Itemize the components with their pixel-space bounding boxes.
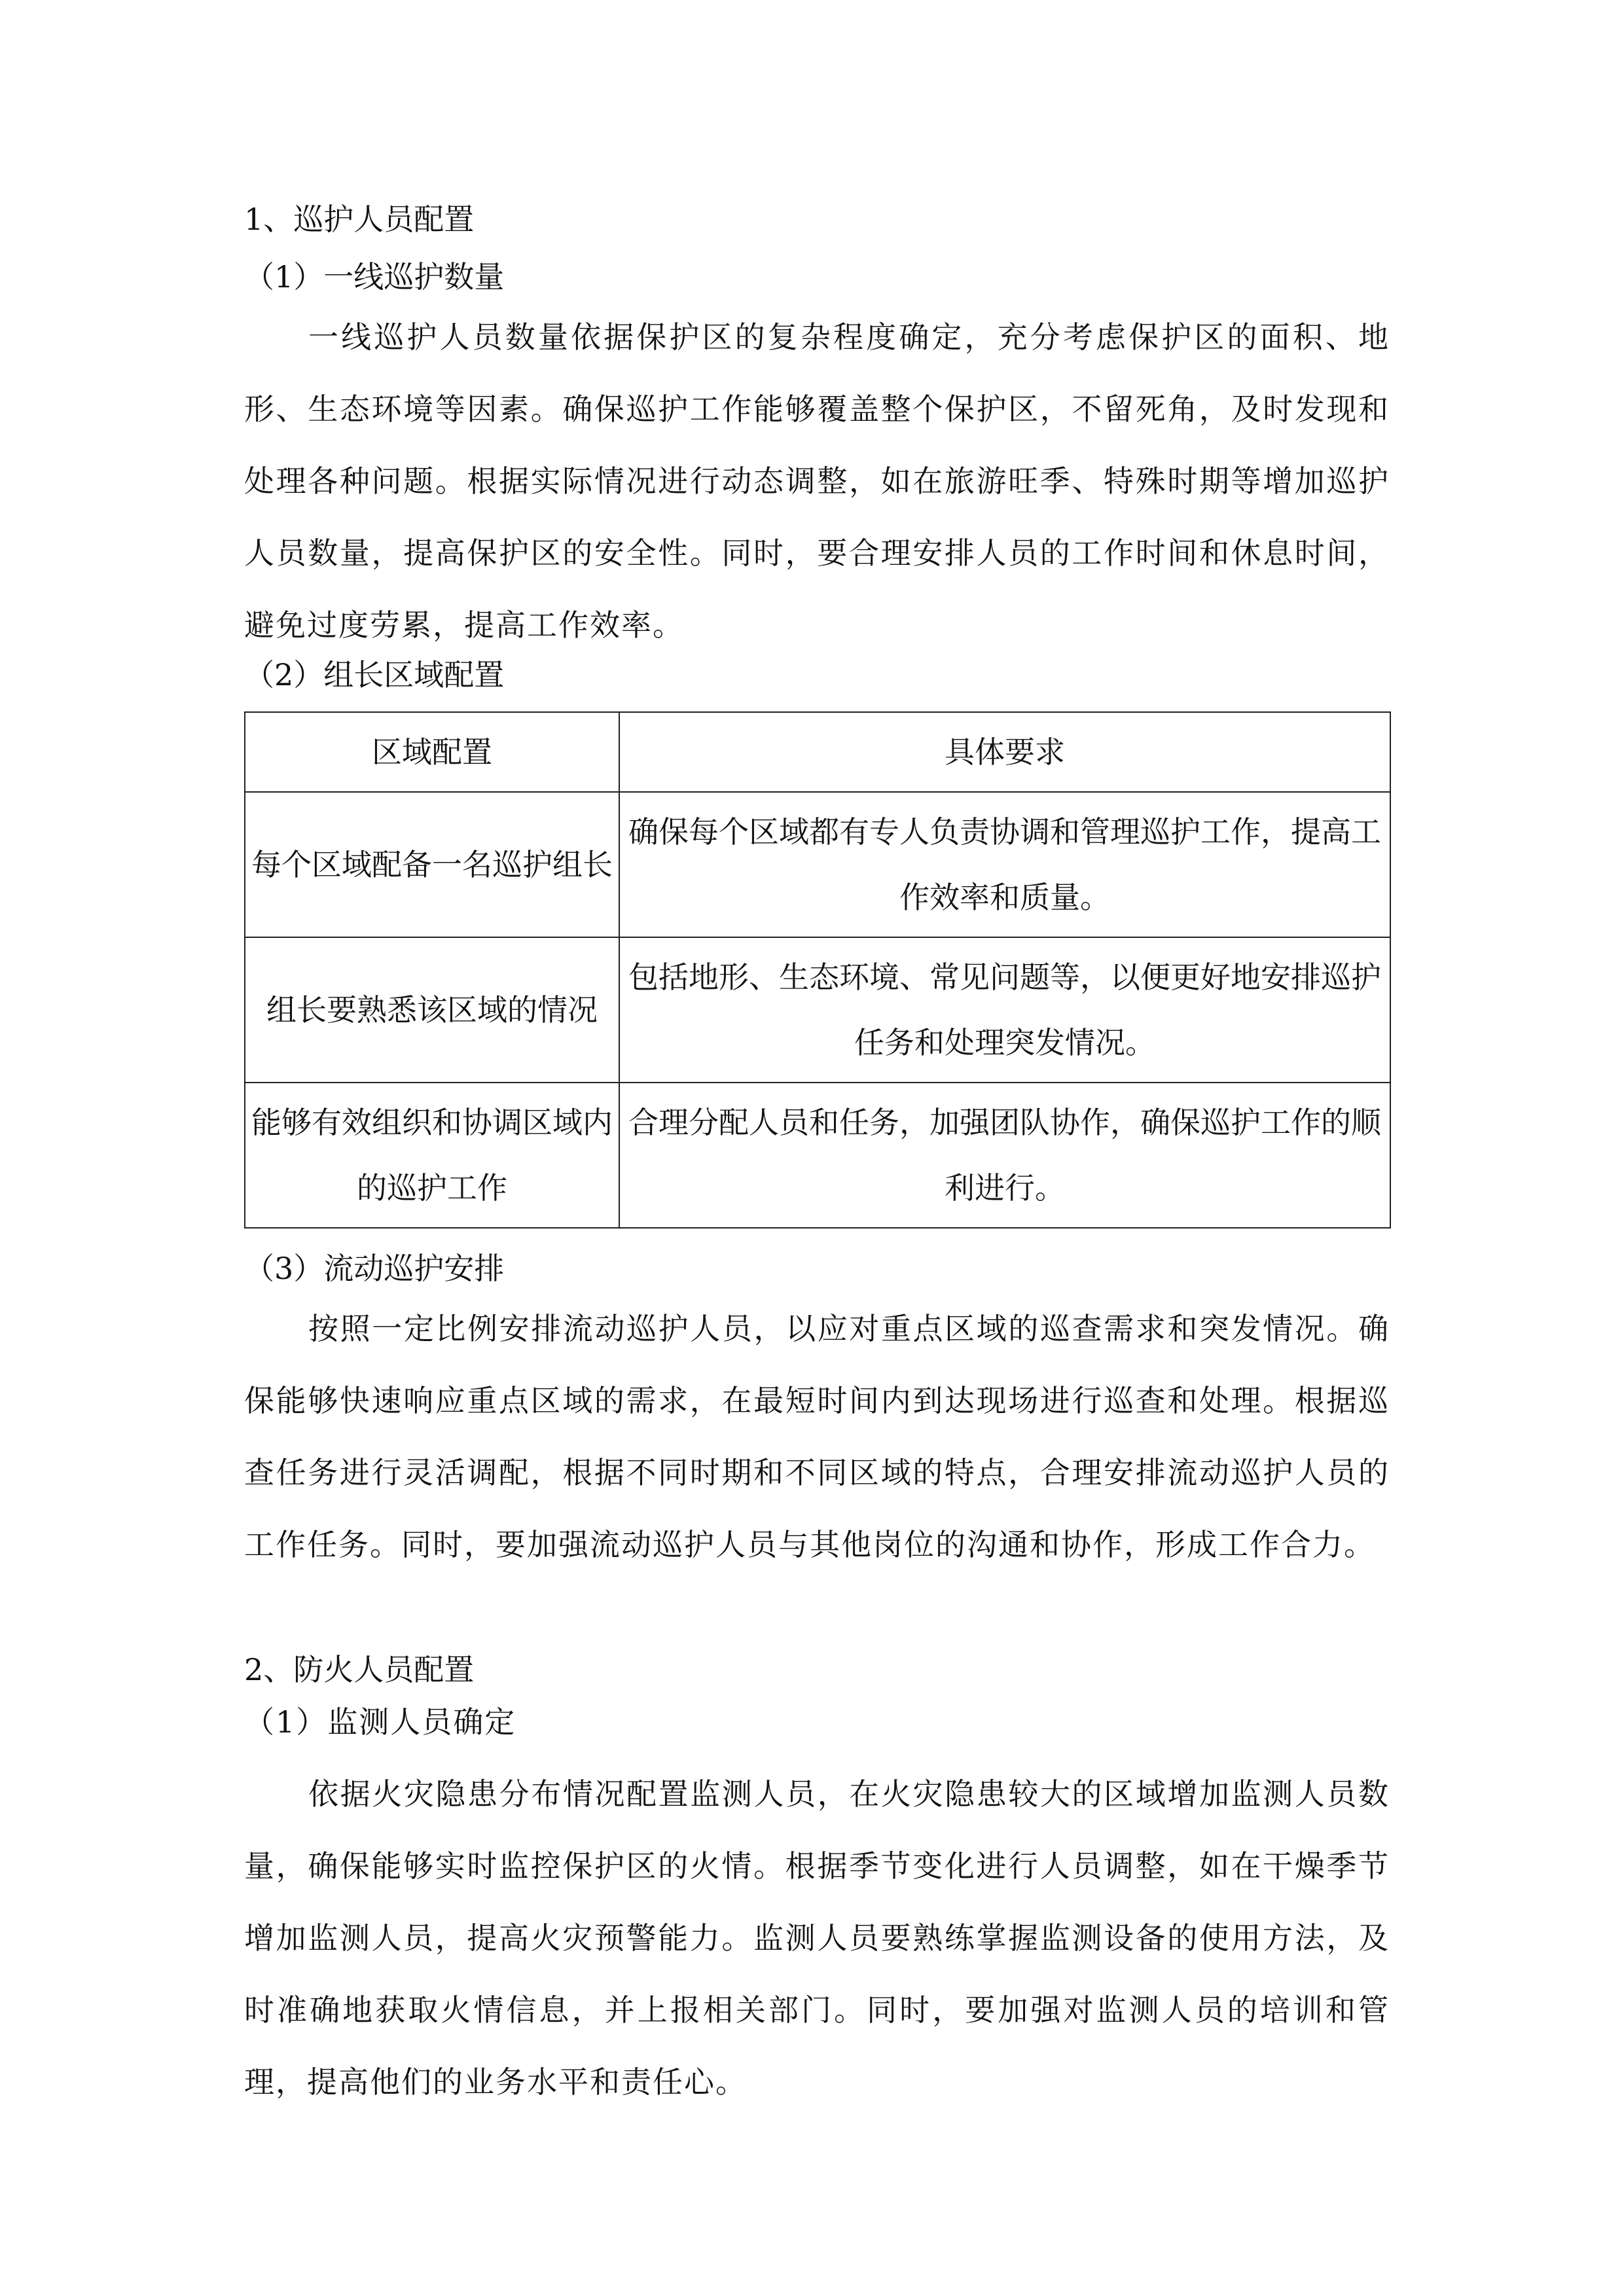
- table-header-cell: 具体要求: [619, 712, 1390, 792]
- section-1-sub-3-paragraph: 按照一定比例安排流动巡护人员，以应对重点区域的巡查需求和突发情况。确保能够快速响应重点区域的需求，在最短时间内到达现场进行巡查和处理。根据巡查任务进行灵活调配，根据不同时期和不同区域的特点，合理安排流动巡护人员的工作任务。同时，要加强流动巡护人员与其他岗位的沟通和协作，形成工作合力。: [244, 1311, 1390, 1562]
- section-2-sub-1-title-text: （1）监测人员确定: [244, 1704, 516, 1740]
- section-1-sub-1-paragraph: 一线巡护人员数量依据保护区的复杂程度确定，充分考虑保护区的面积、地形、生态环境等因素。确保巡护工作能够覆盖整个保护区，不留死角，及时发现和处理各种问题。根据实际情况进行动态调整，如在旅游旺季、特殊时期等增加巡护人员数量，提高保护区的安全性。同时，要合理安排人员的工作时间和休息时间，避免过度劳累，提高工作效率。: [244, 319, 1390, 643]
- region-config-table: [244, 711, 1391, 1229]
- section-2-title: 2、防火人员配置: [244, 1652, 475, 1687]
- section-1-sub-2-title: （2）组长区域配置: [244, 657, 505, 692]
- table-cell: 包括地形、生态环境、常见问题等，以便更好地安排巡护任务和处理突发情况。: [619, 937, 1390, 1083]
- section-1-sub-1-title: （1）一线巡护数量: [244, 259, 505, 295]
- table-cell: 能够有效组织和协调区域内的巡护工作: [245, 1083, 619, 1228]
- table-row: [245, 1083, 1390, 1228]
- table-cell: 组长要熟悉该区域的情况: [245, 937, 619, 1083]
- table-cell: 合理分配人员和任务，加强团队协作，确保巡护工作的顺利进行。: [619, 1083, 1390, 1228]
- table-header-cell: 区域配置: [245, 712, 619, 792]
- table-row: [245, 792, 1390, 937]
- section-1-title: 1、巡护人员配置: [244, 202, 475, 237]
- section-2-sub-1-title: [244, 1686, 1390, 1758]
- table-cell: 每个区域配备一名巡护组长: [245, 792, 619, 937]
- table-header-row: [245, 712, 1390, 792]
- section-2-sub-1-paragraph: 依据火灾隐患分布情况配置监测人员，在火灾隐患较大的区域增加监测人员数量，确保能够实时监控保护区的火情。根据季节变化进行人员调整，如在干燥季节增加监测人员，提高火灾预警能力。监测人员要熟练掌握监测设备的使用方法，及时准确地获取火情信息，并上报相关部门。同时，要加强对监测人员的培训和管理，提高他们的业务水平和责任心。: [244, 1776, 1390, 2100]
- table-cell: 确保每个区域都有专人负责协调和管理巡护工作，提高工作效率和质量。: [619, 792, 1390, 937]
- table-row: [245, 937, 1390, 1083]
- section-1-sub-3-title: （3）流动巡护安排: [244, 1251, 505, 1286]
